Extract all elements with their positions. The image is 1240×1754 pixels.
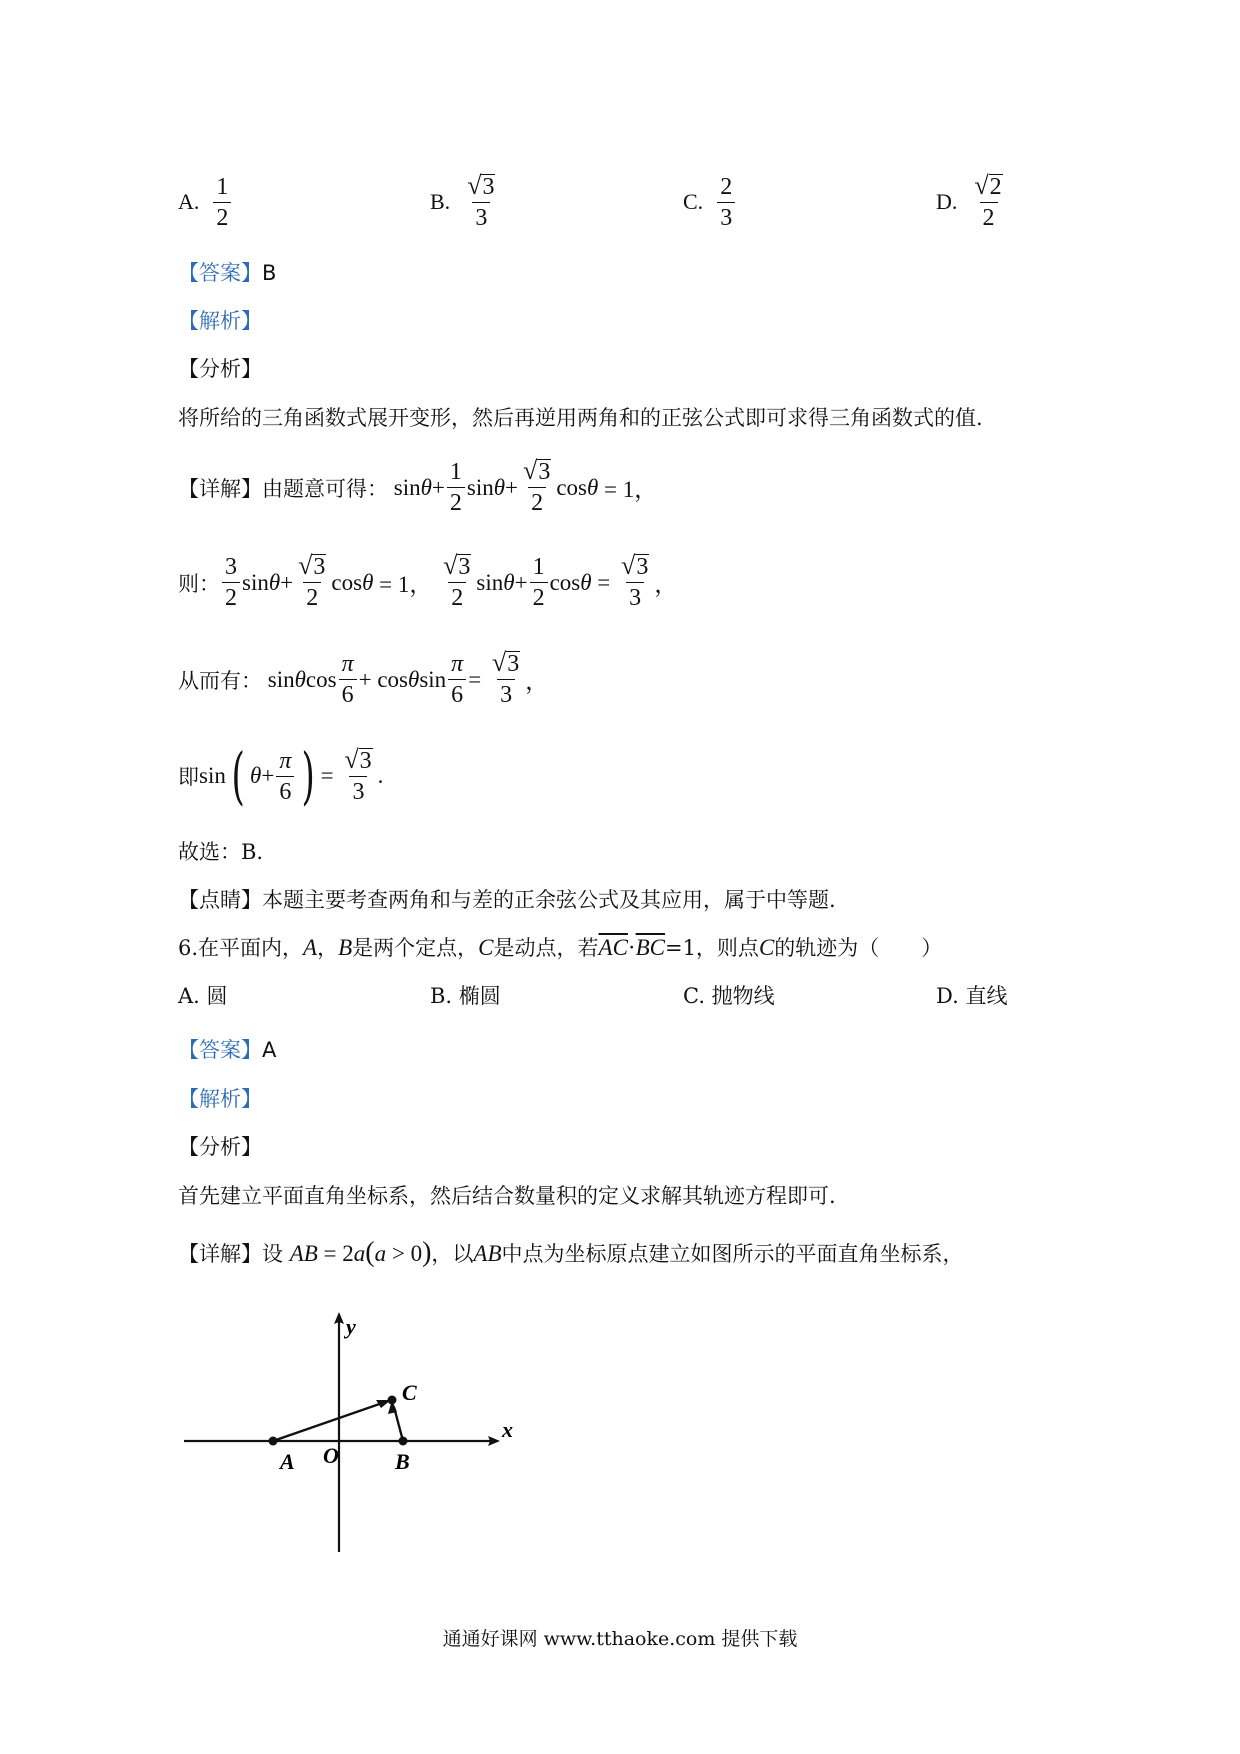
option-letter: B.	[430, 189, 451, 214]
formula-4: sin ( θ + $\frac{\pi}{6}$ ) = √ 3 3 .	[199, 739, 384, 812]
formula-1: sin θ + $\frac{1}{2}$ sin θ + √ 3 2 cos θ = 1，	[388, 456, 658, 516]
q5-option-b	[430, 170, 500, 234]
y-axis-label: y	[346, 1314, 356, 1339]
point-a	[269, 1437, 278, 1446]
fenxi-text: 首先建立平面直角坐标系，然后结合数量积的定义求解其轨迹方程即可.	[178, 1184, 836, 1208]
coordinate-figure	[176, 1300, 516, 1552]
answer-tag: 【答案】	[178, 261, 262, 285]
q6-stem	[178, 933, 942, 963]
denominator: 3	[472, 202, 490, 232]
congeryou-line	[178, 650, 548, 709]
formula-ab: AB = 2a(a > 0)	[289, 1237, 432, 1268]
point-c	[388, 1396, 397, 1405]
formula-3: sin θ cos $\frac{\pi}{6}$ + cos θ sin $\frac{\pi}{6}$ = √ 3 3 ，	[262, 648, 549, 708]
point-c-text: C	[478, 935, 494, 960]
numerator: 2	[989, 173, 1002, 200]
answer-value: B	[262, 261, 277, 285]
vector-ac-line	[273, 1401, 388, 1441]
jiexi-tag: 【解析】	[178, 309, 262, 333]
ze-label: 则：	[178, 571, 220, 596]
q5-option-a	[178, 170, 233, 234]
xiangjie-line-1	[178, 458, 657, 517]
q6-option-c: C. 抛物线	[683, 984, 775, 1008]
answer-line-q6	[178, 1035, 276, 1065]
option-fraction	[213, 173, 231, 232]
answer-tag: 【答案】	[178, 1038, 262, 1062]
congeryou-label: 从而有：	[178, 668, 262, 693]
option-letter: A.	[178, 189, 200, 214]
formula-2: $\frac{3}{2}$ sin θ + √ 3 2 cos θ = 1， √ 3 2 sin θ + $\frac{1}{2}$ cos θ = √ 3 3 ，	[220, 553, 677, 612]
fenxi-tag: 【分析】	[178, 1135, 262, 1159]
q6-stem-part: ，	[317, 936, 339, 960]
jiexi-tag: 【解析】	[178, 1087, 262, 1111]
point-c-text: C	[758, 935, 775, 960]
dianjing-text: 本题主要考查两角和与差的正余弦公式及其应用，属于中等题.	[262, 888, 836, 912]
numerator: 1	[216, 173, 229, 200]
dianjing-tag: 【点睛】	[178, 888, 262, 912]
q6-stem-part: 6.在平面内，	[178, 936, 304, 960]
segment-ab-text: AB	[473, 1241, 502, 1266]
option-fraction: √ 2 2	[974, 170, 1002, 231]
q6-option-b: B. 椭圆	[430, 984, 501, 1008]
q5-option-d	[936, 170, 1008, 234]
dot-operator: ·	[627, 935, 636, 960]
q6-stem-part: 的轨迹为（ ）	[774, 936, 943, 960]
xiangjie-text: ，以	[431, 1242, 474, 1266]
option-fraction	[717, 173, 735, 232]
option-letter: C.	[683, 189, 704, 214]
answer-line-q5	[178, 258, 276, 288]
q6-stem-part: 是两个定点，	[352, 936, 479, 960]
option-fraction: √ 3 3	[467, 170, 495, 231]
label-b: B	[395, 1449, 410, 1474]
xiangjie-line-q6	[178, 1238, 964, 1269]
guxuan-line: 故选：B.	[178, 840, 264, 864]
x-axis-label: x	[502, 1417, 513, 1442]
ze-line	[178, 553, 677, 612]
q6-option-a: A. 圆	[178, 984, 228, 1008]
answer-value: A	[262, 1038, 277, 1062]
xiangjie-intro: 由题意可得：	[262, 476, 388, 501]
xiangjie-tag: 【详解】	[178, 476, 262, 501]
xiangjie-text: 设	[262, 1242, 283, 1266]
q6-stem-part: 是动点，若	[493, 936, 599, 960]
label-a: A	[280, 1449, 295, 1474]
vector-ac: $\overline{AC}$	[598, 935, 628, 960]
denominator: 2	[980, 202, 998, 232]
denominator: 2	[213, 202, 231, 232]
option-letter: D.	[936, 189, 958, 214]
q6-option-d: D. 直线	[936, 984, 1008, 1008]
fenxi-tag: 【分析】	[178, 357, 262, 381]
point-b	[399, 1437, 408, 1446]
label-c: C	[402, 1380, 417, 1405]
point-b-text: B	[338, 935, 353, 960]
fenxi-text: 将所给的三角函数式展开变形，然后再逆用两角和的正弦公式即可求得三角函数式的值.	[178, 406, 983, 430]
ji-line	[178, 739, 384, 812]
q6-stem-part: =1，则点	[664, 936, 759, 960]
label-o: O	[323, 1443, 339, 1468]
xiangjie-tag: 【详解】	[178, 1242, 262, 1266]
dianjing-line	[178, 885, 836, 915]
numerator: 2	[720, 173, 733, 200]
xiangjie-text: 中点为坐标原点建立如图所示的平面直角坐标系，	[501, 1242, 964, 1266]
ji-label: 即	[178, 765, 199, 789]
vector-bc: $\overline{BC}$	[635, 935, 665, 960]
denominator: 3	[717, 202, 735, 232]
numerator: 3	[482, 173, 495, 200]
point-a-text: A	[303, 935, 318, 960]
page-footer: 通通好课网 www.tthaoke.com 提供下载	[442, 1628, 798, 1650]
q5-option-c	[683, 170, 737, 234]
